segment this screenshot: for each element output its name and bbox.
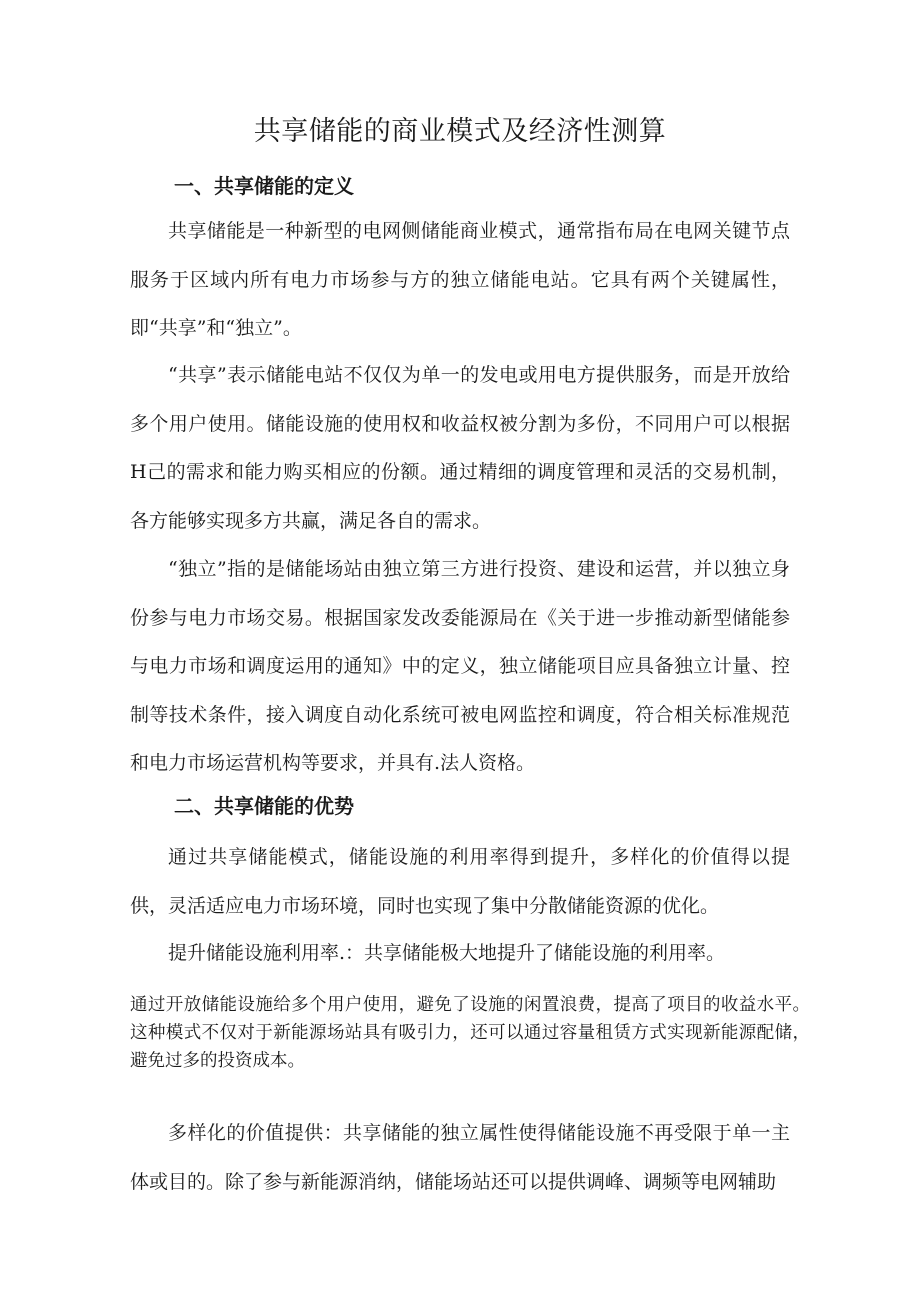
section-heading-definition: 一、共享储能的定义: [174, 174, 354, 198]
paragraph-independent-meaning: “独立”指的是储能场站由独立第三方进行投资、建设和运营，并以独立身份参与电力市场交易。根据国家发改委能源局在《关于进一步推动新型储能参与电力市场和调度运用的通知》中的定义，独立储能项目应具备独立计量、控制等技术条件，接入调度自动化系统可被电网监控和调度，符合相关标准规范和电力市场运营机构等要求，并具有.法人资格。: [130, 558, 790, 774]
paragraph-utilization-lead: 提升储能设施利用率.：共享储能极大地提升了储能设施的利用率。: [168, 942, 726, 964]
paragraph-advantages-intro: 通过共享储能模式，储能设施的利用率得到提升，多样化的价值得以提供，灵活适应电力市场环境，同时也实现了集中分散储能资源的优化。: [130, 846, 790, 917]
paragraph-utilization-body: 通过开放储能设施给多个用户使用，避免了设施的闲置浪费，提高了项目的收益水平。这种模式不仅对于新能源场站具有吸引力，还可以通过容量租赁方式实现新能源配储，避免过多的投资成本。: [130, 995, 810, 1071]
paragraph-definition-intro: 共享储能是一种新型的电网侧储能商业模式，通常指布局在电网关键节点服务于区域内所有电力市场参与方的独立储能电站。它具有两个关键属性，即“共享”和“独立”。: [130, 220, 790, 339]
paragraph-shared-meaning: “共享”表示储能电站不仅仅为单一的发电或用电方提供服务，而是开放给多个用户使用。储能设施的使用权和收益权被分割为多份，不同用户可以根据H己的需求和能力购买相应的份额。通过精细的调度管理和灵活的交易机制，各方能够实现多方共赢，满足各自的需求。: [130, 364, 790, 532]
paragraph-diversified-value: 多样化的价值提供：共享储能的独立属性使得储能设施不再受限于单一主体或目的。除了参与新能源消纳，储能场站还可以提供调峰、调频等电网辅助: [130, 1122, 790, 1193]
section-heading-advantages: 二、共享储能的优势: [174, 794, 354, 818]
document-title: 共享储能的商业模式及经济性测算: [253, 116, 667, 147]
